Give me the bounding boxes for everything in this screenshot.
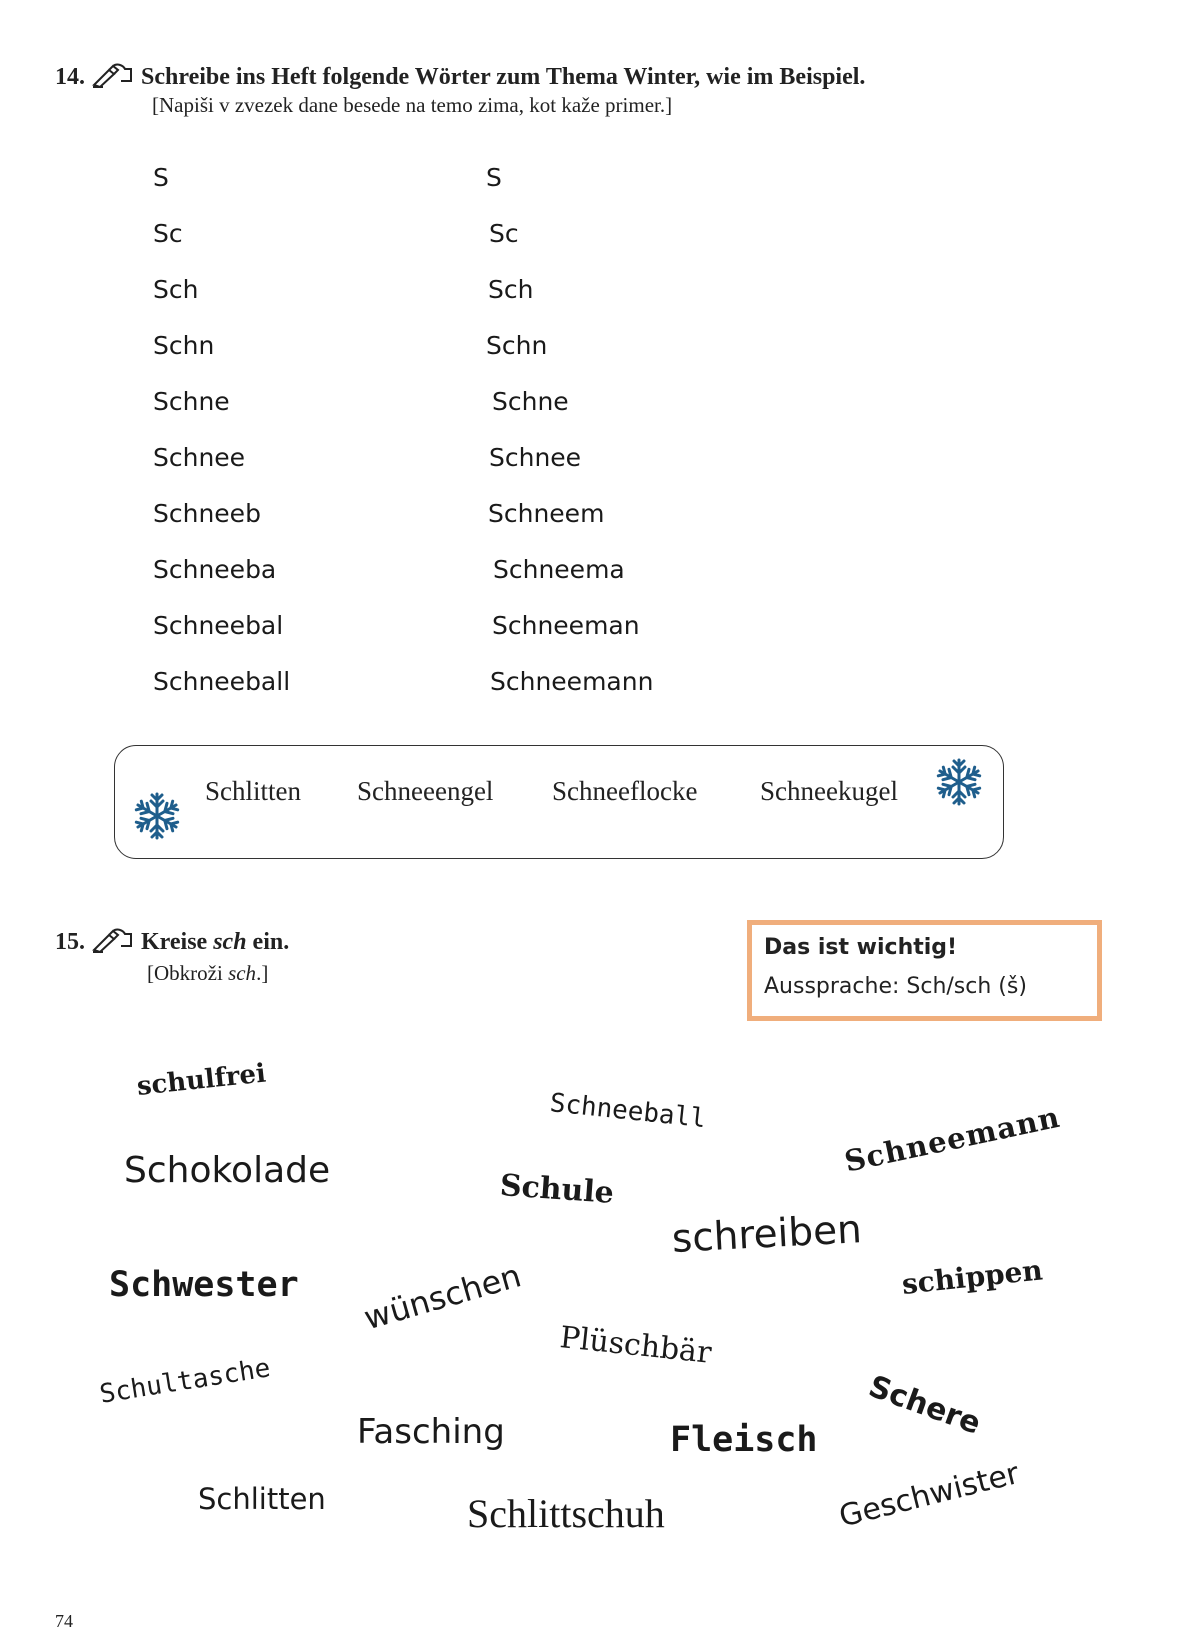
scattered-word: Schultasche xyxy=(97,1353,273,1410)
scattered-word: Geschwister xyxy=(835,1456,1023,1535)
word-box-item: Schneeengel xyxy=(357,776,494,806)
task-15-instruction: Kreise sch ein. xyxy=(141,929,290,956)
scattered-word: schreiben xyxy=(670,1207,863,1262)
list-item: Sc xyxy=(153,219,183,248)
snowflake-icon xyxy=(129,788,185,849)
scattered-word: Plüschbär xyxy=(558,1320,714,1371)
list-item: Schne xyxy=(492,387,569,416)
task-15-subtitle: [Obkroži sch.] xyxy=(147,961,269,985)
task-14-number: 14. xyxy=(55,64,85,91)
word-column-right xyxy=(486,161,653,721)
scattered-word: Schokolade xyxy=(124,1150,331,1191)
list-item: Schneema xyxy=(493,555,625,584)
list-item: Schneeb xyxy=(153,499,261,528)
scattered-word: Schlitten xyxy=(198,1482,326,1516)
page-number: 74 xyxy=(55,1611,73,1631)
task-14-title xyxy=(55,61,865,96)
list-item: S xyxy=(153,163,169,192)
word-box-item: Schneeflocke xyxy=(552,776,698,806)
note-body: Aussprache: Sch/sch (š) xyxy=(764,974,1027,999)
list-item: Schneemann xyxy=(490,667,654,696)
writing-hand-icon xyxy=(91,926,135,961)
scattered-word: schippen xyxy=(900,1253,1045,1301)
scattered-word: Fleisch xyxy=(670,1420,818,1460)
task-14-instruction: Schreibe ins Heft folgende Wörter zum Thema Winter, wie im Beispiel. xyxy=(141,64,866,91)
list-item: S xyxy=(486,163,502,192)
list-item: Schne xyxy=(153,387,230,416)
list-item: Schnee xyxy=(153,443,246,472)
writing-hand-icon xyxy=(91,61,135,96)
list-item: Schn xyxy=(153,331,215,360)
word-box-item: Schlitten xyxy=(205,776,301,806)
list-item: Schneeba xyxy=(153,555,277,584)
list-item: Schn xyxy=(486,331,548,360)
snowflake-icon xyxy=(931,754,987,815)
scattered-word: Schule xyxy=(498,1168,615,1211)
list-item: Schneeman xyxy=(492,611,640,640)
scattered-word: Schlittschuh xyxy=(467,1491,665,1536)
list-item: Sc xyxy=(489,219,519,248)
note-title: Das ist wichtig! xyxy=(764,935,958,960)
scattered-word: Schwester xyxy=(109,1265,299,1305)
scattered-word: wünschen xyxy=(359,1256,526,1338)
scattered-word: Schneeball xyxy=(548,1088,708,1135)
important-note-box xyxy=(747,920,1102,1021)
scattered-word: Schneemann xyxy=(841,1099,1064,1179)
task-14-subtitle: [Napiši v zvezek dane besede na temo zima, kot kaže primer.] xyxy=(152,93,673,117)
scattered-word: Schere xyxy=(864,1369,986,1442)
list-item: Schneebal xyxy=(153,611,284,640)
task-15-number: 15. xyxy=(55,929,85,956)
scattered-word: Fasching xyxy=(357,1412,505,1452)
word-box xyxy=(114,745,1004,859)
word-box-item: Schneekugel xyxy=(760,776,898,806)
list-item: Sch xyxy=(488,275,534,304)
scattered-word: schulfrei xyxy=(135,1058,268,1102)
list-item: Schnee xyxy=(489,443,582,472)
word-column-left xyxy=(153,161,290,721)
task-15-title xyxy=(55,926,289,961)
list-item: Schneem xyxy=(488,499,605,528)
list-item: Schneeball xyxy=(153,667,291,696)
list-item: Sch xyxy=(153,275,199,304)
